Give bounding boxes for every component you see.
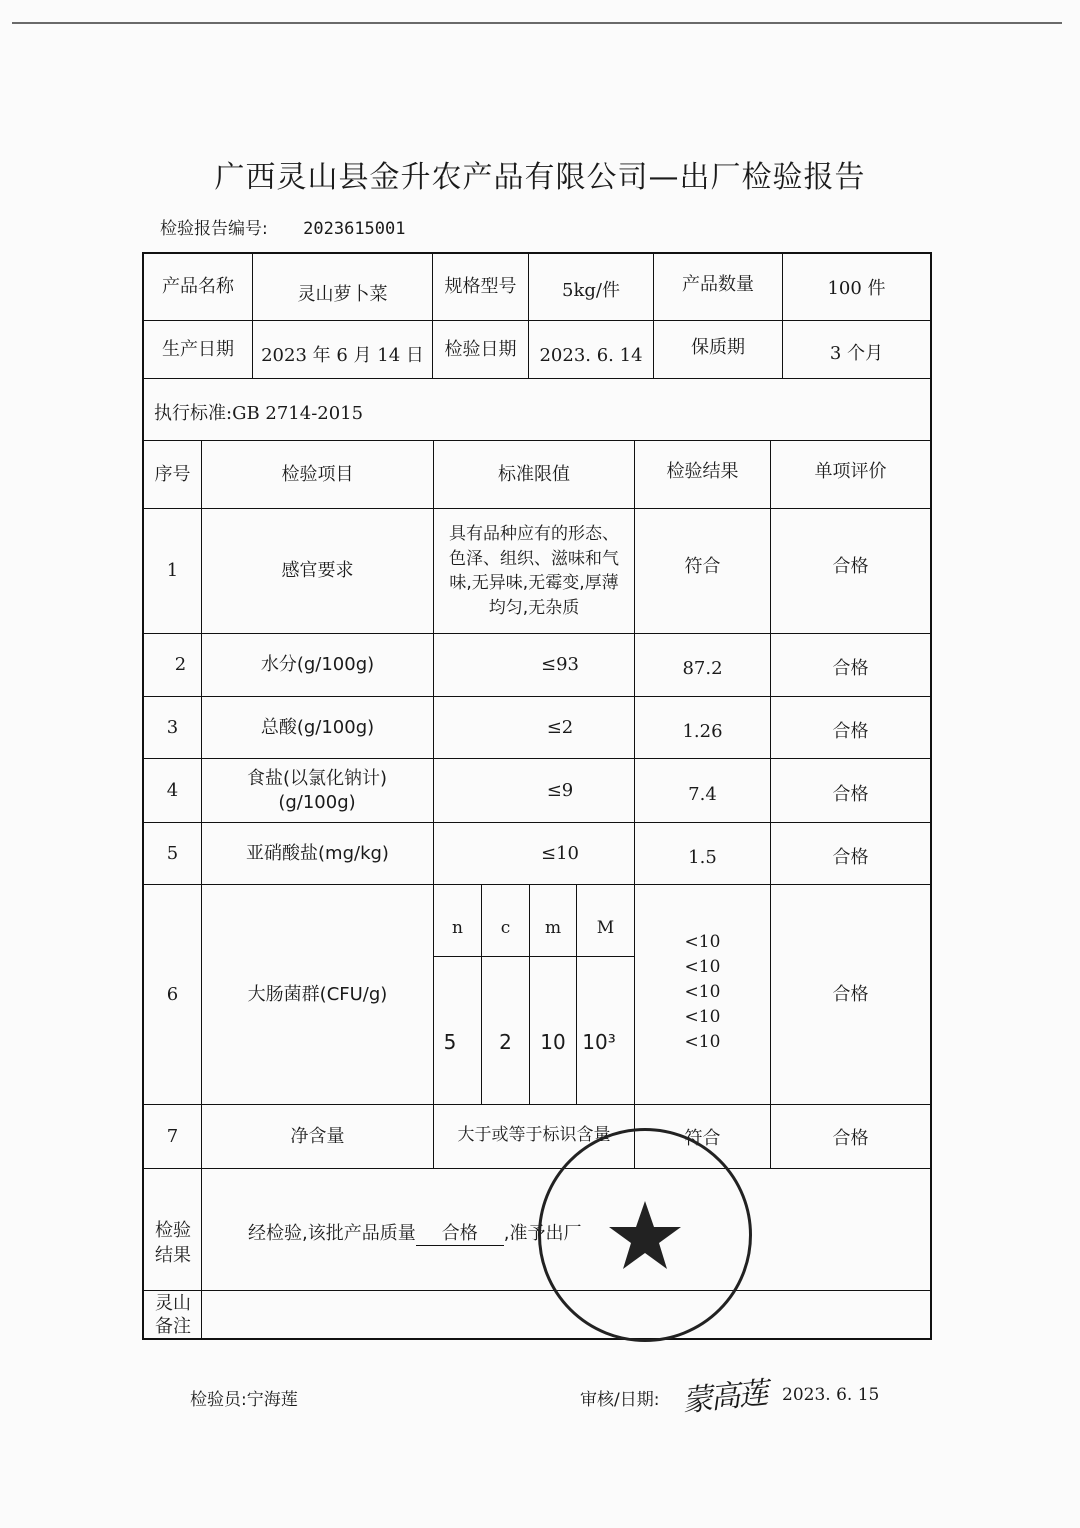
spec-value: 5kg/件 bbox=[562, 280, 620, 301]
row4-limit: ≤9 bbox=[546, 779, 574, 801]
row6-evaluation: 合格 bbox=[832, 983, 869, 1005]
row5-evaluation: 合格 bbox=[832, 846, 869, 868]
product-name-value: 灵山萝卜菜 bbox=[297, 284, 388, 305]
row3-result: 1.26 bbox=[682, 720, 723, 742]
row6-sub-value-n: 5 bbox=[443, 1030, 457, 1054]
inspector: 检验员:宁海莲 bbox=[190, 1390, 298, 1410]
row3-limit: ≤2 bbox=[546, 716, 574, 738]
product-name-label: 产品名称 bbox=[162, 276, 234, 297]
conclusion-prefix: 经检验,该批产品质量 bbox=[248, 1223, 416, 1244]
report-title: 广西灵山县金升农产品有限公司—出厂检验报告 bbox=[214, 160, 866, 195]
row4-evaluation: 合格 bbox=[832, 783, 869, 805]
row6-result-5: <10 bbox=[684, 1032, 721, 1052]
row1-no: 1 bbox=[166, 560, 179, 581]
row5-item: 亚硝酸盐(mg/kg) bbox=[246, 842, 389, 864]
row4-no: 4 bbox=[166, 779, 179, 801]
shelf-life-value: 3 个月 bbox=[829, 342, 884, 364]
row2-limit: ≤93 bbox=[541, 654, 579, 675]
row1-evaluation: 合格 bbox=[832, 556, 869, 577]
row6-item: 大肠菌群(CFU/g) bbox=[247, 983, 388, 1005]
spec-label: 规格型号 bbox=[444, 276, 517, 297]
report-number bbox=[160, 214, 406, 239]
quantity-label: 产品数量 bbox=[682, 274, 754, 295]
row6-sub-header-m: m bbox=[544, 918, 562, 938]
row2-item: 水分(g/100g) bbox=[260, 654, 375, 675]
row2-evaluation: 合格 bbox=[832, 658, 869, 679]
row7-evaluation: 合格 bbox=[832, 1127, 869, 1149]
row6-sub-header-n: n bbox=[452, 918, 463, 938]
reviewer-signature: 蒙高莲 bbox=[680, 1375, 768, 1420]
conclusion-text bbox=[248, 1219, 581, 1246]
production-date-value: 2023 年 6 月 14 日 bbox=[261, 344, 424, 366]
header-no: 序号 bbox=[154, 463, 191, 485]
row6-sub-value-M: 10³ bbox=[582, 1030, 616, 1054]
row3-no: 3 bbox=[166, 716, 179, 738]
header-result: 检验结果 bbox=[666, 460, 739, 482]
row6-result-3: <10 bbox=[684, 982, 721, 1002]
header-limit: 标准限值 bbox=[498, 463, 570, 485]
company-seal bbox=[538, 1128, 752, 1342]
production-date-label: 生产日期 bbox=[162, 338, 234, 360]
row4-item: 食盐(以氯化钠计)(g/100g) bbox=[246, 767, 388, 813]
conclusion-label: 检验结果 bbox=[155, 1220, 191, 1266]
row3-item: 总酸(g/100g) bbox=[260, 716, 375, 738]
row7-item: 净含量 bbox=[290, 1125, 345, 1147]
execution-standard: 执行标准:GB 2714-2015 bbox=[154, 403, 364, 424]
row6-sub-value-m: 10 bbox=[540, 1030, 566, 1054]
row6-no: 6 bbox=[166, 983, 179, 1005]
seal-star-icon bbox=[541, 1131, 749, 1339]
header-evaluation: 单项评价 bbox=[814, 460, 887, 482]
row6-result-4: <10 bbox=[684, 1007, 721, 1027]
row4-result: 7.4 bbox=[688, 783, 717, 805]
inspection-date-value: 2023. 6. 14 bbox=[539, 344, 643, 366]
row1-result: 符合 bbox=[684, 556, 721, 577]
row3-evaluation: 合格 bbox=[832, 720, 869, 742]
row6-result-1: <10 bbox=[684, 932, 721, 952]
row2-no: 2 bbox=[174, 654, 187, 675]
quantity-value: 100 件 bbox=[827, 278, 886, 299]
row5-limit: ≤10 bbox=[541, 842, 579, 864]
row7-limit: 大于或等于标识含量 bbox=[457, 1124, 611, 1145]
row6-sub-header-M: M bbox=[596, 918, 615, 938]
conclusion-suffix: ,准予出厂 bbox=[503, 1223, 582, 1244]
row6-results bbox=[635, 930, 770, 1055]
report-number-label: 检验报告编号: bbox=[160, 219, 268, 239]
report-number-value: 2023615001 bbox=[303, 219, 406, 239]
row1-item: 感官要求 bbox=[281, 560, 354, 581]
row7-no: 7 bbox=[166, 1125, 179, 1147]
header-item: 检验项目 bbox=[281, 463, 354, 485]
row6-sub-value-c: 2 bbox=[499, 1030, 512, 1054]
remarks-label: 灵山备注 bbox=[155, 1293, 191, 1337]
row7-result: 符合 bbox=[684, 1127, 721, 1149]
review-date: 2023. 6. 15 bbox=[782, 1385, 880, 1405]
scan-top-edge-line bbox=[12, 22, 1062, 24]
row5-result: 1.5 bbox=[688, 846, 717, 868]
reviewer-label: 审核/日期: bbox=[580, 1390, 660, 1410]
row1-limit: 具有品种应有的形态、色泽、组织、滋味和气味,无异味,无霉变,厚薄均匀,无杂质 bbox=[449, 524, 619, 618]
row6-result-2: <10 bbox=[684, 957, 721, 977]
row6-sub-header-c: c bbox=[500, 918, 511, 938]
inspection-date-label: 检验日期 bbox=[444, 338, 517, 360]
row2-result: 87.2 bbox=[682, 658, 723, 679]
conclusion-value: 合格 bbox=[416, 1219, 504, 1246]
row5-no: 5 bbox=[166, 842, 179, 864]
shelf-life-label: 保质期 bbox=[691, 336, 745, 358]
